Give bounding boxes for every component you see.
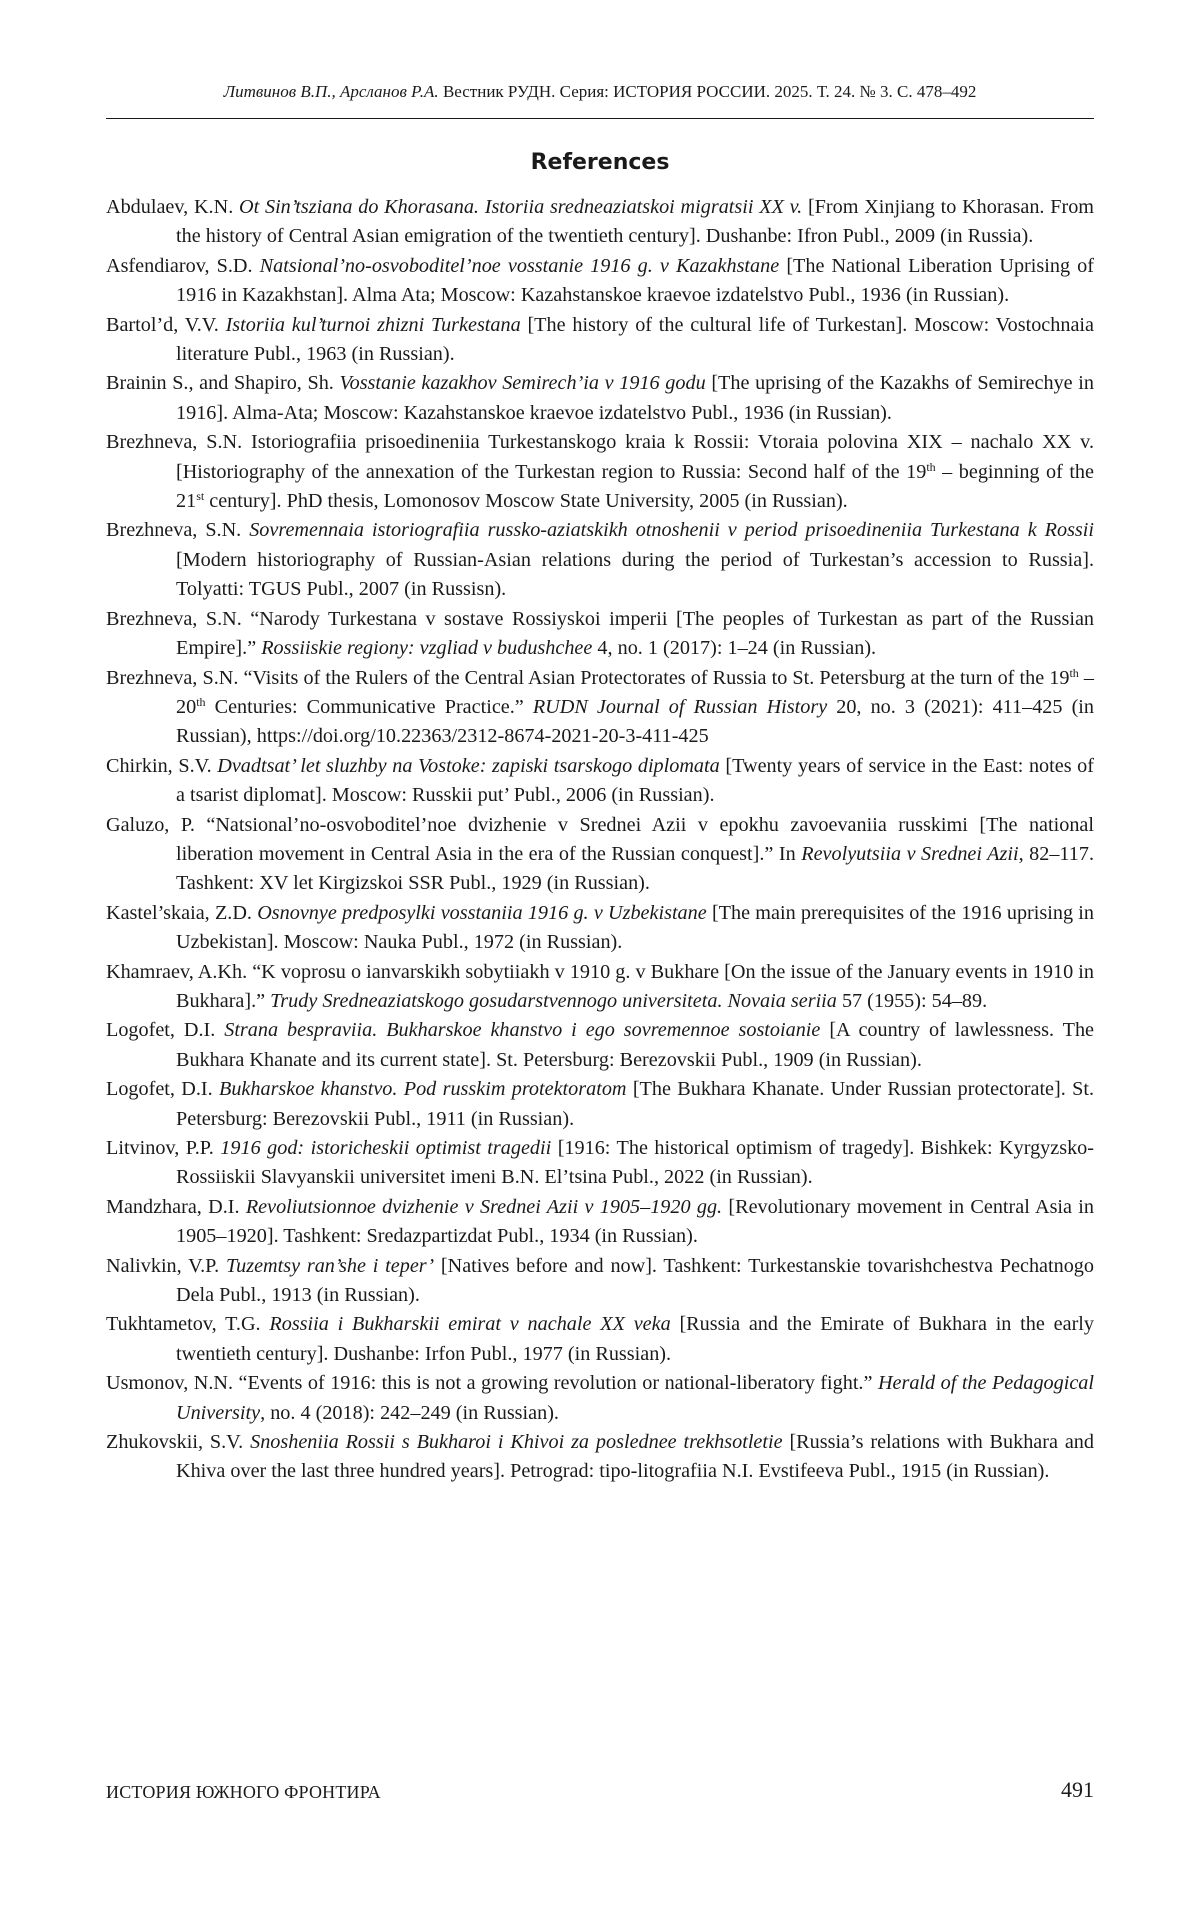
ref-superscript: th [1069, 665, 1079, 680]
ref-authors: Zhukovskii, S.V. [106, 1431, 251, 1454]
ref-title: Natsional’no-osvoboditel’noe vosstanie 1916 g. v Kazakhstane [259, 254, 780, 277]
ref-superscript: st [196, 489, 205, 504]
reference-item [106, 428, 1094, 516]
ref-authors: Khamraev, A.Kh. “K voprosu o ianvarskikh sobytiiakh v 1910 g. v Bukhare [On the issue of the January events in 1910 in Bukhara].” [106, 960, 1094, 1012]
reference-item [106, 1369, 1094, 1428]
reference-item [106, 193, 1094, 252]
ref-text: Centuries: Communicative Practice.” [205, 695, 533, 718]
ref-authors: Tukhtametov, T.G. [106, 1313, 270, 1336]
ref-details: 20, no. 3 (2021): 411–425 (in Russian), https://doi.org/10.22363/2312-8674-2021-20-3-411-425 [176, 695, 1095, 748]
ref-text: – 20 [176, 666, 1095, 718]
ref-details: [Modern historiography of Russian-Asian relations during the period of Turkestan’s accession to Russia]. Tolyatti: TGUS Publ., 2007 (in Russisn). [176, 548, 1094, 601]
ref-authors: Brezhneva, S.N. Istoriografiia prisoedineniia Turkestanskogo kraia k Rossii: Vtoraia polovina XIX – nachalo XX v. [Historiography of the annexation of the Turkestan region to Russia: Second half of the 19 [106, 431, 1094, 483]
ref-authors: Usmonov, N.N. “Events of 1916: this is not a growing revolution or national-liberatory fight.” [106, 1372, 878, 1395]
ref-details: [The National Liberation Uprising of 1916 in Kazakhstan]. Alma Ata; Moscow: Kazahstanskoe kraevoe izdatelstvo Publ., 1936 (in Russian). [176, 254, 1094, 307]
ref-title: RUDN Journal of Russian History [532, 695, 828, 718]
ref-authors: Bartol’d, V.V. [106, 313, 226, 336]
references-list [106, 193, 1094, 1487]
reference-item [106, 811, 1094, 899]
ref-details: [The main prerequisites of the 1916 uprising in Uzbekistan]. Moscow: Nauka Publ., 1972 (in Russian). [176, 901, 1094, 954]
ref-title: Herald of the Pedagogical University [176, 1372, 1095, 1424]
ref-authors: Abdulaev, K.N. [106, 196, 240, 218]
ref-authors: Logofet, D.I. [106, 1019, 225, 1042]
header-journal-text: Вестник РУДН. Серия: ИСТОРИЯ РОССИИ. 2025. Т. 24. № 3. С. 478–492 [442, 82, 977, 101]
ref-authors: Asfendiarov, S.D. [106, 254, 260, 277]
reference-item [106, 252, 1094, 311]
reference-item [106, 605, 1094, 664]
ref-details: [Natives before and now]. Tashkent: Turkestanskie tovarishchestva Pechatnogo Dela Publ., 1913 (in Russian). [176, 1254, 1094, 1307]
ref-superscript: th [926, 459, 936, 474]
ref-text: – beginning of the 21 [176, 460, 1094, 513]
ref-authors: Chirkin, S.V. [106, 754, 218, 777]
ref-authors: Brezhneva, S.N. “Visits of the Rulers of the Central Asian Protectorates of Russia to St. Petersburg at the turn of the 19 [106, 666, 1070, 689]
ref-details: [Russia’s relations with Bukhara and Khiva over the last three hundred years]. Petrograd: tipo-litografiia N.I. Evstifeeva Publ., 1915 (in Russian). [176, 1431, 1094, 1483]
reference-item [106, 1016, 1094, 1075]
ref-authors: Mandzhara, D.I. [106, 1195, 246, 1218]
ref-title: Tuzemtsy ran’she i teper’ [226, 1254, 435, 1277]
ref-details: [Revolutionary movement in Central Asia in 1905–1920]. Tashkent: Sredazpartizdat Publ., 1934 (in Russian). [176, 1195, 1094, 1248]
ref-title: 1916 god: istoricheskii optimist tragedii [220, 1137, 552, 1159]
reference-item [106, 1310, 1094, 1369]
ref-details: [Twenty years of service in the East: notes of a tsarist diplomat]. Moscow: Russkii put’ Publ., 2006 (in Russian). [176, 754, 1094, 807]
running-header [106, 80, 1094, 104]
ref-title: Bukharskoe khanstvo. Pod russkim protektoratom [219, 1078, 627, 1101]
reference-item [106, 1252, 1094, 1311]
ref-title: Dvadtsat’ let sluzhby na Vostoke: zapiski tsarskogo diplomata [217, 754, 720, 777]
reference-item [106, 1428, 1094, 1487]
ref-title: Trudy Sredneaziatskogo gosudarstvennogo universiteta. Novaia seriia [270, 989, 837, 1012]
ref-authors: Brainin S., and Shapiro, Sh. [106, 372, 340, 395]
page-number: 491 [1061, 1777, 1094, 1802]
ref-title: Ot Sin’tsziana do Khorasana. Istoriia sredneaziatskoi migratsii XX v. [239, 196, 803, 218]
ref-title: Rossiiskie regiony: vzgliad v budushchee [261, 637, 593, 660]
header-divider [106, 118, 1094, 119]
ref-title: Rossiia i Bukharskii emirat v nachale XX veka [269, 1313, 671, 1336]
ref-authors: Brezhneva, S.N. “Narody Turkestana v sostave Rossiyskoi imperii [The peoples of Turkestan as part of the Russian Empire].” [106, 607, 1094, 660]
ref-details: 4, no. 1 (2017): 1–24 (in Russian). [592, 637, 877, 660]
ref-title: Sovremennaia istoriografiia russko-aziatskikh otnoshenii v period prisoedineniia Turkestana k Rossii [249, 519, 1094, 542]
ref-details: [Russia and the Emirate of Bukhara in the early twentieth century]. Dushanbe: Irfon Publ., 1977 (in Russian). [176, 1313, 1094, 1365]
reference-item [106, 1075, 1094, 1134]
reference-item [106, 369, 1094, 428]
reference-item [106, 899, 1094, 958]
ref-title: Vosstanie kazakhov Semirech’ia v 1916 godu [339, 372, 706, 395]
reference-item [106, 1134, 1094, 1193]
ref-details: [The Bukhara Khanate. Under Russian protectorate]. St. Petersburg: Berezovskii Publ., 1911 (in Russian). [176, 1078, 1094, 1130]
footer-section-title: ИСТОРИЯ ЮЖНОГО ФРОНТИРА [106, 1782, 381, 1802]
ref-title: Strana bespraviia. Bukharskoe khanstvo i ego sovremennoe sostoianie [224, 1019, 821, 1042]
ref-details: , no. 4 (2018): 242–249 (in Russian). [260, 1401, 559, 1424]
ref-authors: Nalivkin, V.P. [106, 1254, 227, 1277]
reference-item [106, 958, 1094, 1017]
ref-authors: Brezhneva, S.N. [106, 519, 250, 542]
ref-details: , 82–117. Tashkent: XV let Kirgizskoi SSR Publ., 1929 (in Russian). [176, 842, 1095, 895]
ref-details: [A country of lawlessness. The Bukhara Khanate and its current state]. St. Petersburg: Berezovskii Publ., 1909 (in Russian). [176, 1019, 1095, 1071]
ref-authors: Logofet, D.I. [106, 1078, 219, 1101]
ref-details: [The history of the cultural life of Turkestan]. Moscow: Vostochnaia literature Publ., 1963 (in Russian). [176, 313, 1094, 366]
reference-item [106, 311, 1094, 370]
ref-title: Revoliutsionnoe dvizhenie v Srednei Azii v 1905–1920 gg. [245, 1195, 723, 1218]
ref-title: Istoriia kul’turnoi zhizni Turkestana [225, 313, 521, 336]
ref-details: century]. PhD thesis, Lomonosov Moscow State University, 2005 (in Russian). [204, 490, 848, 513]
ref-details: [From Xinjiang to Khorasan. From the history of Central Asian emigration of the twentieth century]. Dushanbe: Ifron Publ., 2009 (in Russia). [176, 196, 1094, 248]
reference-item [106, 516, 1094, 604]
reference-item [106, 664, 1094, 752]
ref-title: Snosheniia Rossii s Bukharoi i Khivoi za poslednee trekhsotletie [250, 1431, 783, 1454]
ref-title: Revolyutsiia v Srednei Azii [801, 842, 1019, 865]
reference-item [106, 752, 1094, 811]
ref-superscript: th [196, 694, 206, 709]
header-journal [443, 82, 976, 101]
references-heading: References [530, 150, 670, 175]
ref-authors: Galuzo, P. “Natsional’no-osvoboditel’noe dvizhenie v Srednei Azii v epokhu zavoevaniia russkimi [The national liberation movement in Central Asia in the era of the Russian conquest].” In [106, 813, 1094, 865]
ref-title: Osnovnye predposylki vosstaniia 1916 g. v Uzbekistane [257, 901, 707, 924]
ref-details: [The uprising of the Kazakhs of Semirechye in 1916]. Alma-Ata; Moscow: Kazahstanskoe kraevoe izdatelstvo Publ., 1936 (in Russian). [176, 372, 1094, 424]
ref-details: 57 (1955): 54–89. [836, 989, 988, 1012]
header-authors: Литвинов В.П., Арсланов Р.А. [223, 82, 439, 101]
ref-details: [1916: The historical optimism of tragedy]. Bishkek: Kyrgyzsko-Rossiiskii Slavyanskii universitet imeni B.N. El’tsina Publ., 2022 (in Russian). [176, 1137, 1094, 1189]
ref-authors: Kastel’skaia, Z.D. [106, 901, 258, 924]
reference-item [106, 1193, 1094, 1252]
ref-authors: Litvinov, P.P. [106, 1137, 221, 1159]
